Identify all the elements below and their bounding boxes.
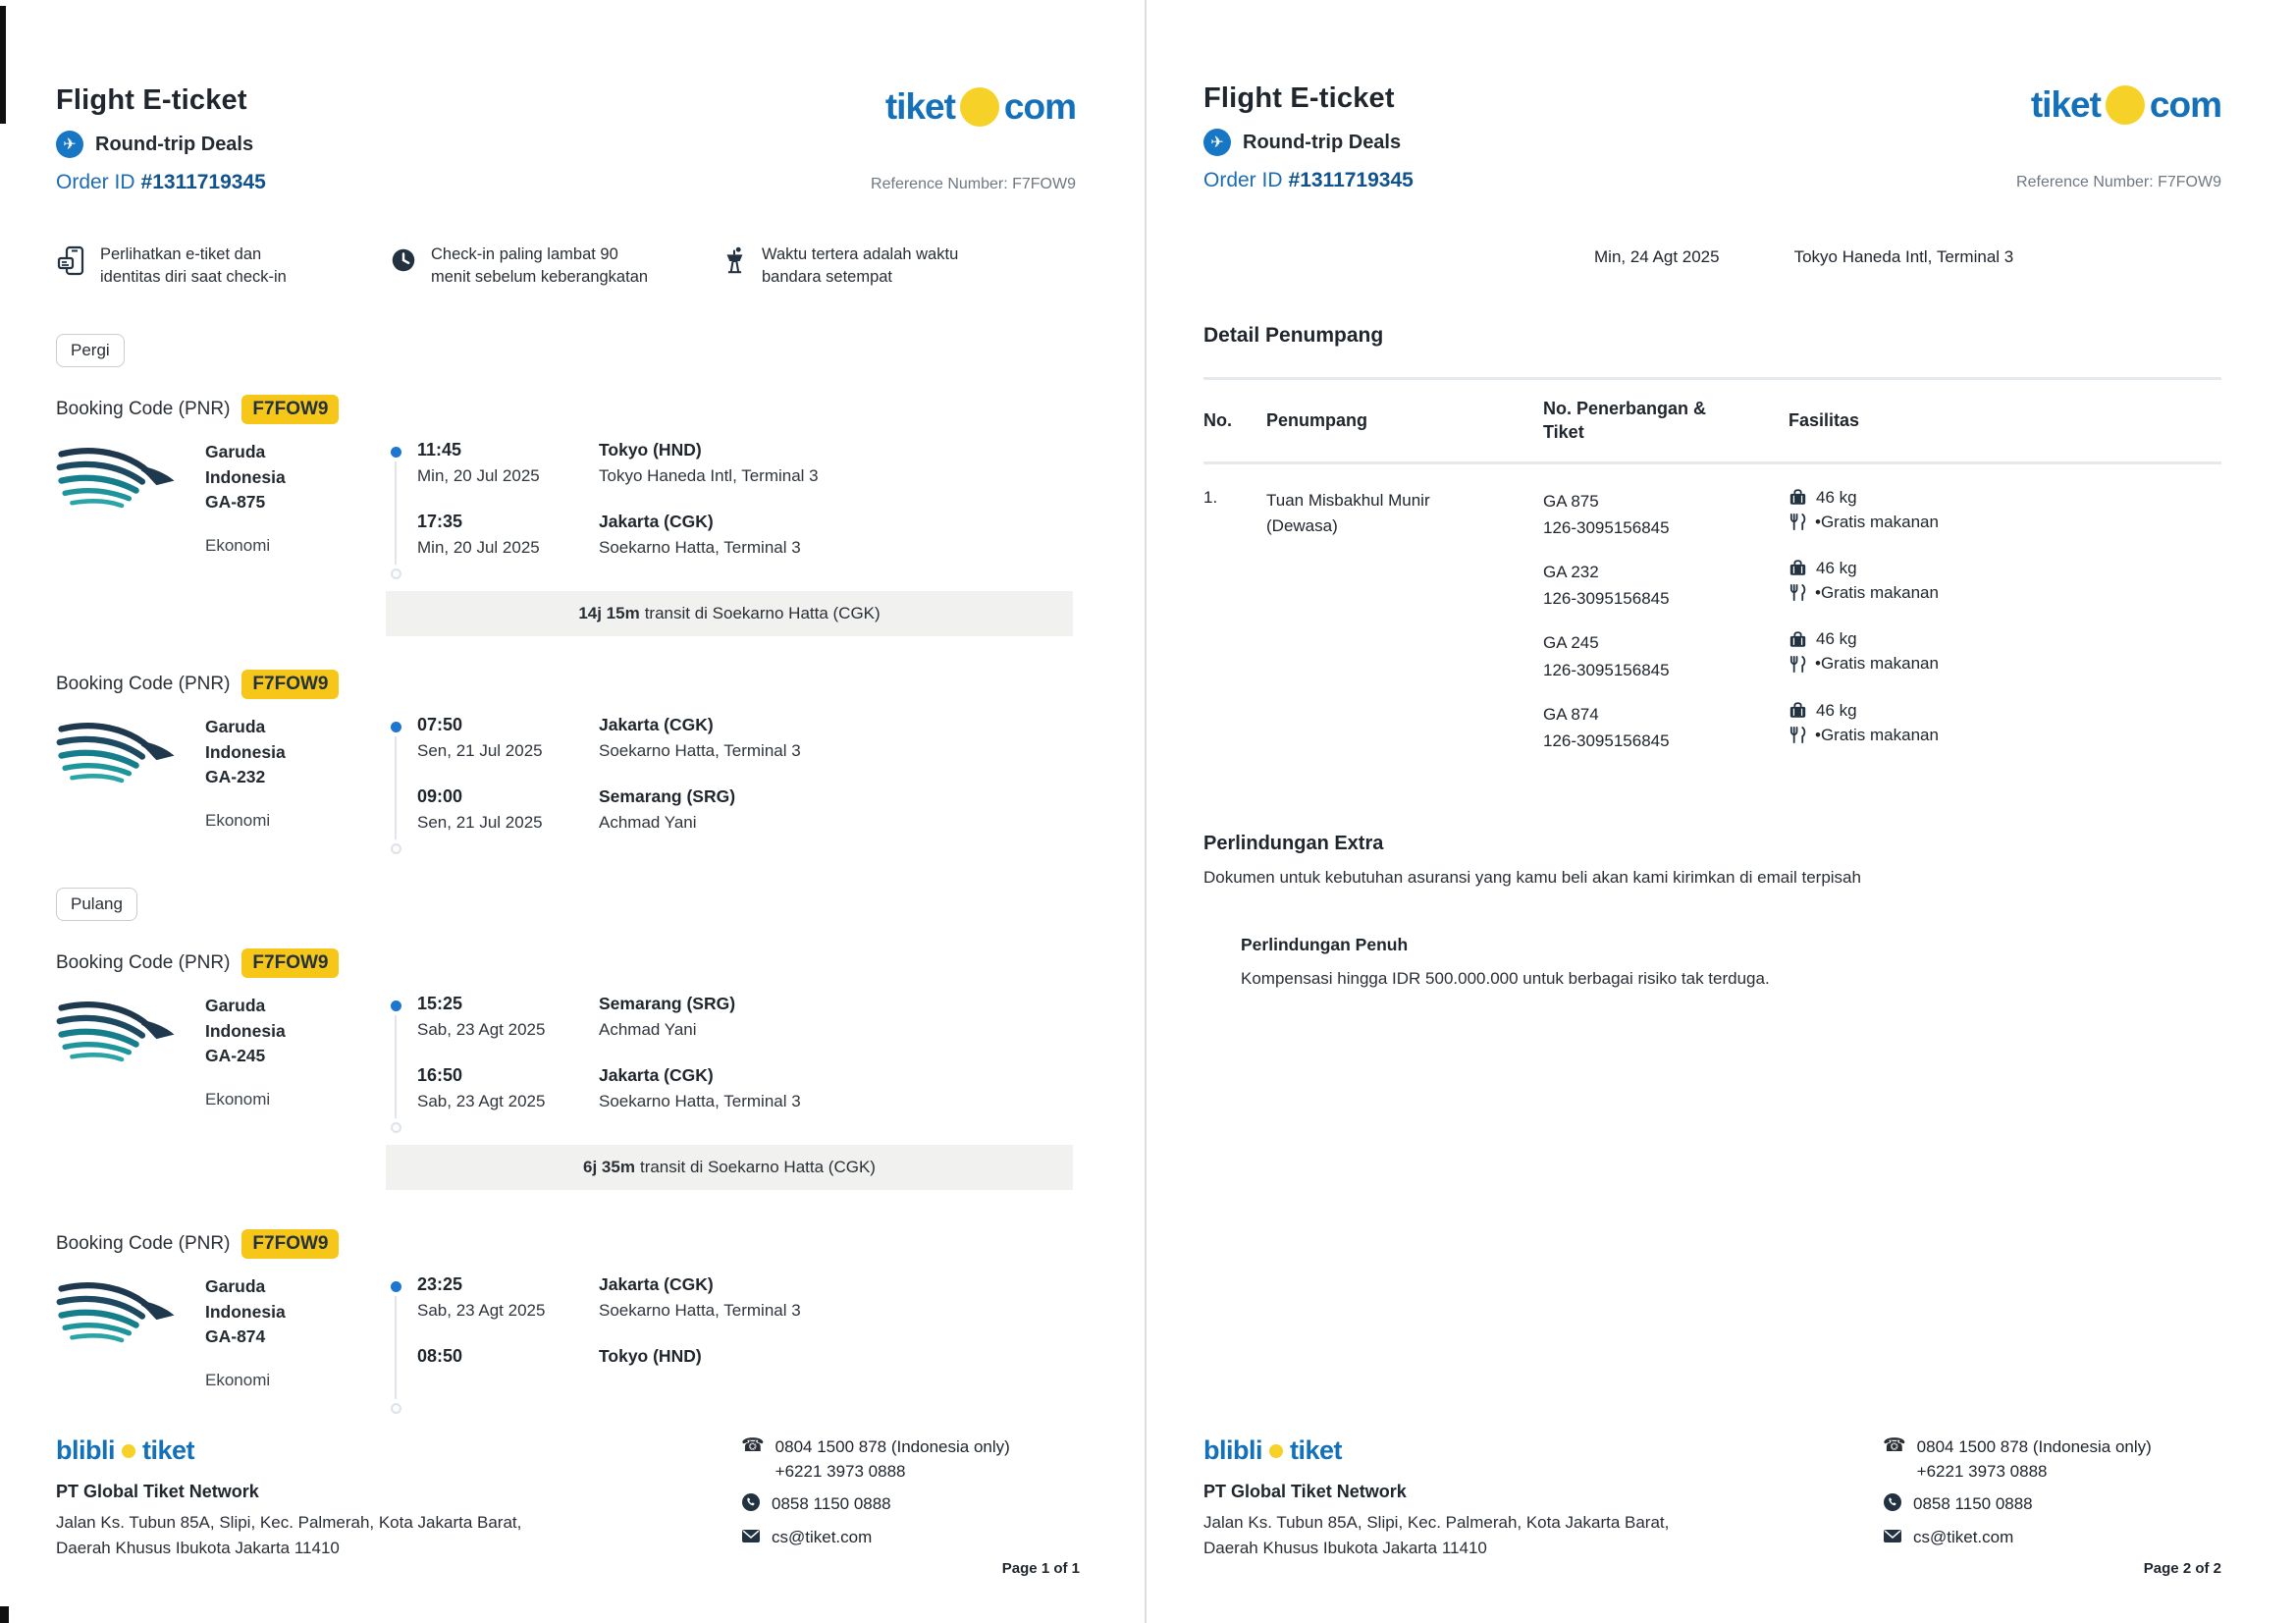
booking-code-row: Booking Code (PNR) F7FOW9: [56, 670, 1076, 699]
reference-number: Reference Number: F7FOW9: [2016, 174, 2221, 190]
clock-icon: [389, 245, 418, 275]
garuda-indonesia-logo: [56, 715, 205, 860]
whatsapp-contact: 0858 1150 0888: [741, 1492, 1080, 1517]
reference-number: Reference Number: F7FOW9: [871, 176, 1076, 192]
passenger-table-header: No. Penumpang No. Penerbangan & Tiket Fasilitas: [1203, 377, 2221, 464]
blibli-tiket-logo: blibli tiket: [56, 1435, 195, 1465]
company-name: PT Global Tiket Network: [56, 1482, 259, 1501]
direction-badge-pulang: Pulang: [56, 888, 137, 921]
email-icon: [1883, 1526, 1902, 1545]
whatsapp-contact: 0858 1150 0888: [1883, 1492, 2221, 1517]
flight-facility-item: GA 875 126-3095156845 46 kg •Gratis makanan: [1543, 487, 1939, 537]
arrival-dot: [391, 1122, 401, 1133]
page-footer: [56, 1435, 1080, 1577]
departure-dot: [391, 1001, 401, 1011]
cabin-class: Ekonomi: [205, 810, 271, 830]
trip-type-label: Round-trip Deals: [95, 133, 254, 155]
page-divider: [1145, 0, 1147, 1623]
meal-icon: [1789, 655, 1806, 674]
page-number: Page 1 of 1: [1001, 1559, 1080, 1577]
company-name: PT Global Tiket Network: [1203, 1482, 1407, 1501]
airport-tower-icon: [720, 245, 749, 275]
garuda-indonesia-logo: [56, 1274, 205, 1420]
flight-leg-ga245: Garuda Indonesia GA-245 Ekonomi 15:25 Sab, 23 Agt 2025 Semarang (SRG) Achmad Yani 16:50 Sab, 23 Agt 2025 Jakarta (CGK) Soekarno Hatta, Terminal 3: [56, 994, 1076, 1139]
cabin-class: Ekonomi: [205, 1370, 271, 1389]
page-footer: [1203, 1435, 2221, 1577]
departure-dot: [391, 722, 401, 732]
passenger-name: Tuan Misbakhul Munir (Dewasa): [1266, 490, 1430, 535]
company-address: Jalan Ks. Tubun 85A, Slipi, Kec. Palmerah, Kota Jakarta Barat, Daerah Khusus Ibukota Jakarta 11410: [1203, 1513, 1670, 1558]
passenger-section-title: Detail Penumpang: [1203, 324, 1384, 347]
luggage-icon: [1789, 559, 1807, 577]
pnr-badge: F7FOW9: [241, 948, 339, 978]
flight-facility-item: GA 874 126-3095156845 46 kg •Gratis makanan: [1543, 700, 1939, 750]
logo-yellow-circle: [2106, 85, 2145, 125]
arrival-airport: Tokyo Haneda Intl, Terminal 3: [1793, 247, 2014, 266]
phone-contact: ☎ 0804 1500 878 (Indonesia only) +6221 3973 0888: [741, 1435, 1010, 1481]
notice-local-time: Waktu tertera adalah waktu bandara setempat: [720, 243, 986, 289]
luggage-icon: [1789, 701, 1807, 720]
round-trip-plane-icon: ✈: [56, 131, 83, 158]
booking-code-row: Booking Code (PNR) F7FOW9: [56, 1229, 1076, 1259]
logo-yellow-circle: [960, 87, 999, 127]
arrival-dot: [391, 843, 401, 854]
garuda-indonesia-logo: [56, 994, 205, 1139]
checkin-notices: [56, 243, 1076, 289]
direction-badge-pergi: Pergi: [56, 334, 125, 367]
flight-facility-item: GA 232 126-3095156845 46 kg •Gratis makanan: [1543, 558, 1939, 609]
flight-leg-ga875: Garuda Indonesia GA-875 Ekonomi 11:45 Min, 20 Jul 2025 Tokyo (HND) Tokyo Haneda Intl, Terminal 3 17:35 Min, 20 Jul 2025 Jakarta (CGK) Soekarno Hatta, Terminal 3: [56, 440, 1076, 585]
arrival-dot: [391, 1403, 401, 1414]
cabin-class: Ekonomi: [205, 535, 271, 555]
garuda-indonesia-logo: [56, 440, 205, 585]
meal-icon: [1789, 513, 1806, 531]
eticket-id-icon: [56, 245, 87, 277]
arrival-date: Min, 24 Agt 2025: [1594, 247, 1720, 266]
route-timeline: [374, 715, 417, 854]
route-timeline: [374, 994, 417, 1133]
company-address: Jalan Ks. Tubun 85A, Slipi, Kec. Palmerah, Kota Jakarta Barat, Daerah Khusus Ibukota Jakarta 11410: [56, 1513, 522, 1558]
logo-word-tiket: tiket: [884, 86, 955, 127]
protection-subtitle: Dokumen untuk kebutuhan asuransi yang kamu beli akan kami kirimkan di email terpisah: [1203, 868, 1861, 888]
arrival-continuation: [1594, 247, 2221, 267]
phone-icon: ☎: [1883, 1435, 1906, 1456]
trip-type-label: Round-trip Deals: [1243, 131, 1402, 153]
phone-contact: ☎ 0804 1500 878 (Indonesia only) +6221 3973 0888: [1883, 1435, 2152, 1481]
route-timeline: [374, 1274, 417, 1414]
page-1: [0, 0, 1145, 1623]
transit-info: 6j 35m transit di Soekarno Hatta (CGK): [386, 1145, 1073, 1190]
page-title: Flight E-ticket: [1203, 82, 1395, 114]
logo-word-com: com: [1003, 86, 1076, 127]
flight-leg-ga232: Garuda Indonesia GA-232 Ekonomi 07:50 Sen, 21 Jul 2025 Jakarta (CGK) Soekarno Hatta, Terminal 3 09:00 Sen, 21 Jul 2025 Semarang (SRG) Achmad Yani: [56, 715, 1076, 860]
tiket-com-logo: tiket com: [2030, 84, 2221, 125]
transit-info: 14j 15m transit di Soekarno Hatta (CGK): [386, 591, 1073, 636]
cabin-class: Ekonomi: [205, 1089, 271, 1109]
notice-show-eticket: Perlihatkan e-tiket dan identitas diri saat check-in: [56, 243, 324, 289]
logo-yellow-dot: [122, 1444, 135, 1458]
luggage-icon: [1789, 488, 1807, 507]
meal-icon: [1789, 726, 1806, 744]
route-timeline: [374, 440, 417, 579]
meal-icon: [1789, 583, 1806, 602]
order-id: Order ID #1311719345: [1203, 169, 1414, 191]
tiket-com-logo: [885, 86, 1076, 128]
phone-icon: ☎: [741, 1435, 765, 1456]
arrival-dot: [391, 568, 401, 579]
whatsapp-icon: [741, 1492, 761, 1512]
pnr-badge: F7FOW9: [241, 1229, 339, 1259]
order-id: Order ID #1311719345: [56, 171, 266, 193]
passenger-table-row: 1. Tuan Misbakhul Munir (Dewasa) GA 875 126-3095156845 46 kg •Gratis makanan GA 232 126-3095156845 46 kg •Gratis makanan GA 245 126-3095156845 46 kg •Gratis makanan GA 874 126-3095156845 46 kg •Gratis makanan: [1203, 464, 2221, 773]
flight-leg-ga874: Garuda Indonesia GA-874 Ekonomi 23:25 Sab, 23 Agt 2025 Jakarta (CGK) Soekarno Hatta, Terminal 3 08:50 Tokyo (HND): [56, 1274, 1076, 1420]
protection-item: Perlindungan Penuh Kompensasi hingga IDR 500.000.000 untuk berbagai risiko tak terduga.: [1241, 935, 1770, 989]
whatsapp-icon: [1883, 1492, 1902, 1512]
notice-checkin-time: Check-in paling lambat 90 menit sebelum keberangkatan: [389, 243, 655, 289]
booking-code-row: Booking Code (PNR) F7FOW9: [56, 395, 1076, 424]
page-2: [1148, 0, 2296, 1623]
pnr-badge: F7FOW9: [241, 395, 339, 424]
email-contact: cs@tiket.com: [741, 1526, 1080, 1550]
protection-title: Perlindungan Extra: [1203, 833, 1384, 855]
page-title: Flight E-ticket: [56, 84, 247, 116]
page-number: Page 2 of 2: [2143, 1559, 2221, 1577]
flight-facility-item: GA 245 126-3095156845 46 kg •Gratis makanan: [1543, 629, 1939, 679]
departure-dot: [391, 1281, 401, 1292]
email-contact: cs@tiket.com: [1883, 1526, 2221, 1550]
luggage-icon: [1789, 630, 1807, 649]
logo-yellow-dot: [1269, 1444, 1283, 1458]
departure-dot: [391, 447, 401, 458]
email-icon: [741, 1526, 761, 1545]
pnr-badge: F7FOW9: [241, 670, 339, 699]
booking-code-row: Booking Code (PNR) F7FOW9: [56, 948, 1076, 978]
blibli-tiket-logo: blibli tiket: [1203, 1435, 1343, 1465]
round-trip-plane-icon: ✈: [1203, 129, 1231, 156]
